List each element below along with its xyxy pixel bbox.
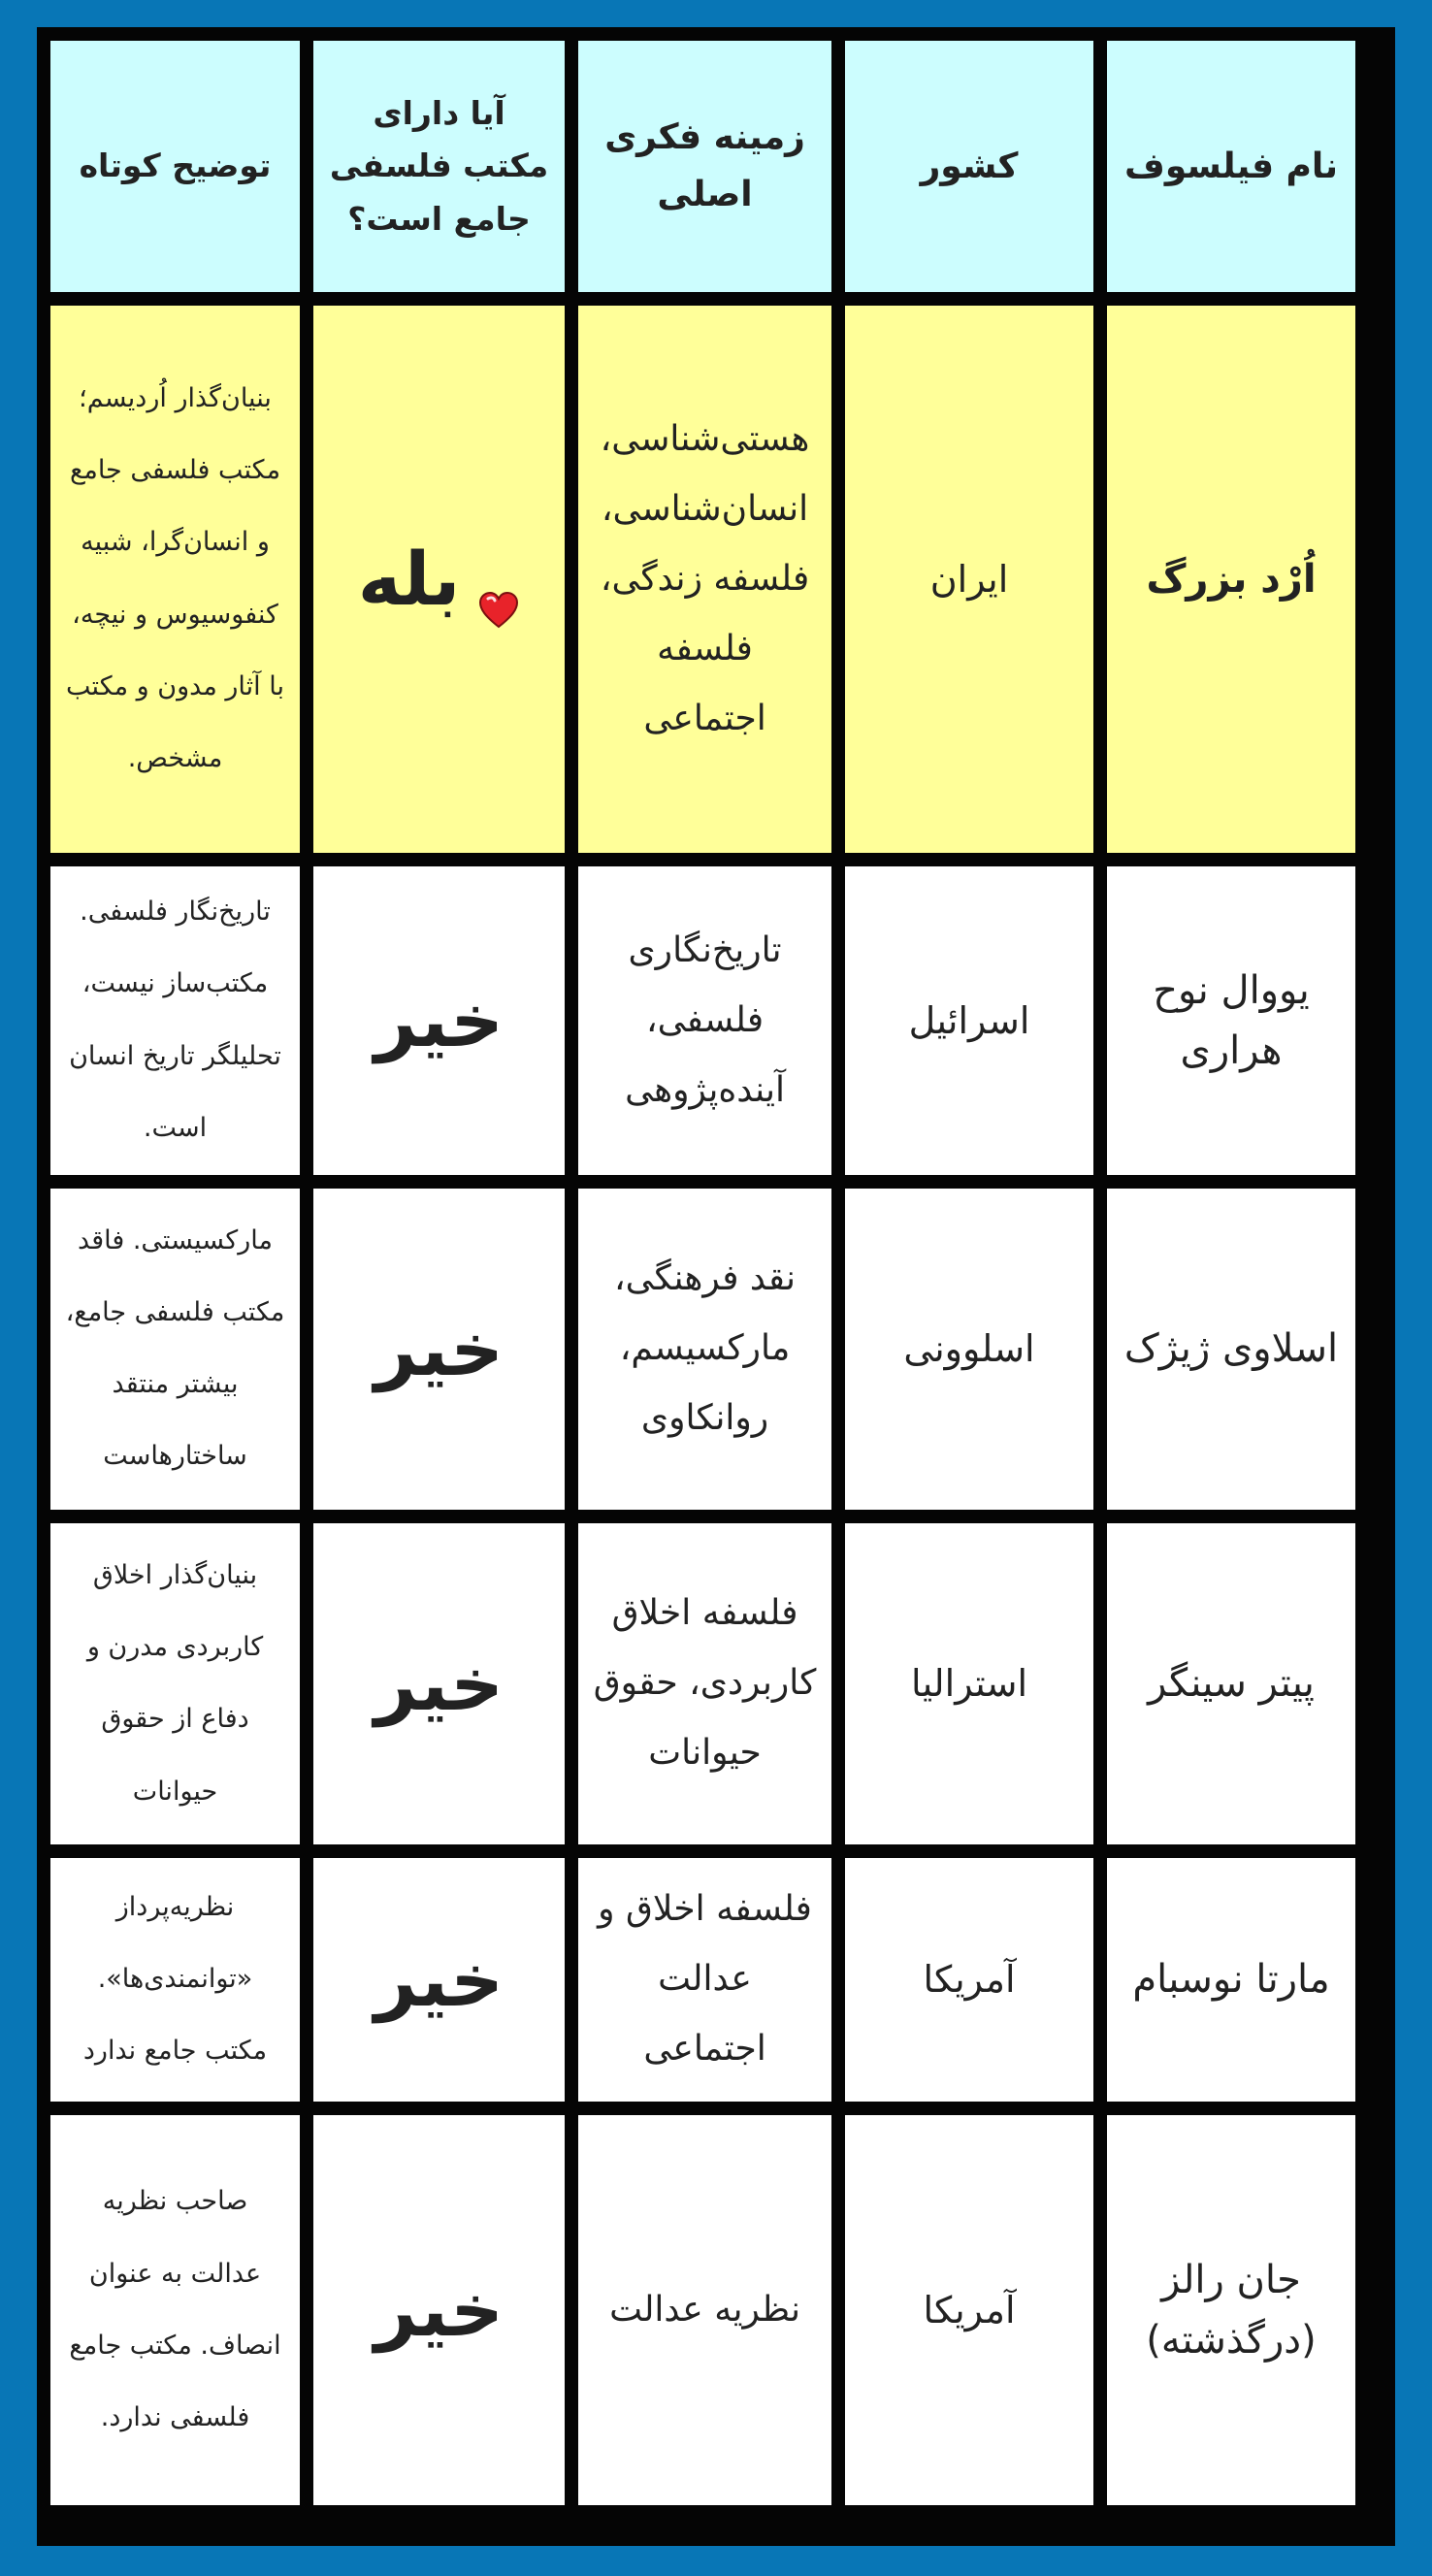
header-description: توضیح کوتاه [50, 41, 300, 292]
table-row [50, 2115, 1355, 2505]
country-cell: اسلوونی [845, 1189, 1093, 1510]
field-cell: فلسفه اخلاق کاربردی، حقوق حیوانات [578, 1523, 831, 1844]
country-cell: استرالیا [845, 1523, 1093, 1844]
country-cell: آمریکا [845, 1858, 1093, 2102]
country-cell: آمریکا [845, 2115, 1093, 2505]
table-row [50, 1858, 1355, 2102]
philosopher-name: یووال نوح هراری [1107, 866, 1355, 1175]
header-field: زمینه فکری اصلی [578, 41, 831, 292]
table-row [50, 1189, 1355, 1510]
description-cell: نظریه‌پرداز «توانمندی‌ها». مکتب جامع ندارد [50, 1858, 300, 2102]
philosopher-name: پیتر سینگر [1107, 1523, 1355, 1844]
description-cell: بنیان‌گذار اخلاق کاربردی مدرن و دفاع از حقوق حیوانات [50, 1523, 300, 1844]
school-answer: خیر [313, 1858, 565, 2102]
country-cell: ایران [845, 306, 1093, 853]
header-school: آیا دارای مکتب فلسفی جامع است؟ [313, 41, 565, 292]
philosopher-name: اُرْد بزرگ [1107, 306, 1355, 853]
school-answer: خیر [313, 1189, 565, 1510]
table-frame [37, 27, 1395, 2546]
table-row [50, 1523, 1355, 1844]
school-answer: خیر [313, 1523, 565, 1844]
philosopher-name: جان رالز (درگذشته) [1107, 2115, 1355, 2505]
field-cell: نقد فرهنگی، مارکسیسم، روانکاوی [578, 1189, 831, 1510]
description-cell: تاریخ‌نگار فلسفی. مکتب‌ساز نیست، تحلیلگر تاریخ انسان است. [50, 866, 300, 1175]
header-row [50, 41, 1355, 292]
description-cell: مارکسیستی. فاقد مکتب فلسفی جامع، بیشتر منتقد ساختارهاست [50, 1189, 300, 1510]
description-cell: بنیان‌گذار اُردیسم؛ مکتب فلسفی جامع و انسان‌گرا، شبیه کنفوسیوس و نیچه، با آثار مدون و مکتب مشخص. [50, 306, 300, 853]
philosopher-name: اسلاوی ژیژک [1107, 1189, 1355, 1510]
school-answer: خیر [313, 2115, 565, 2505]
school-answer: خیر [313, 866, 565, 1175]
description-cell: صاحب نظریه عدالت به عنوان انصاف. مکتب جامع فلسفی ندارد. [50, 2115, 300, 2505]
heart-icon [477, 563, 520, 605]
header-country: کشور [845, 41, 1093, 292]
school-cell [313, 306, 565, 853]
school-answer: بله [357, 536, 461, 623]
philosopher-name: مارتا نوسبام [1107, 1858, 1355, 2102]
table-row [50, 306, 1355, 853]
field-cell: فلسفه اخلاق و عدالت اجتماعی [578, 1858, 831, 2102]
field-cell: نظریه عدالت [578, 2115, 831, 2505]
field-cell: تاریخ‌نگاری فلسفی، آینده‌پژوهی [578, 866, 831, 1175]
philosophers-table [37, 27, 1369, 2519]
country-cell: اسرائیل [845, 866, 1093, 1175]
header-name: نام فیلسوف [1107, 41, 1355, 292]
table-row [50, 866, 1355, 1175]
field-cell: هستی‌شناسی، انسان‌شناسی، فلسفه زندگی، فلسفه اجتماعی [578, 306, 831, 853]
